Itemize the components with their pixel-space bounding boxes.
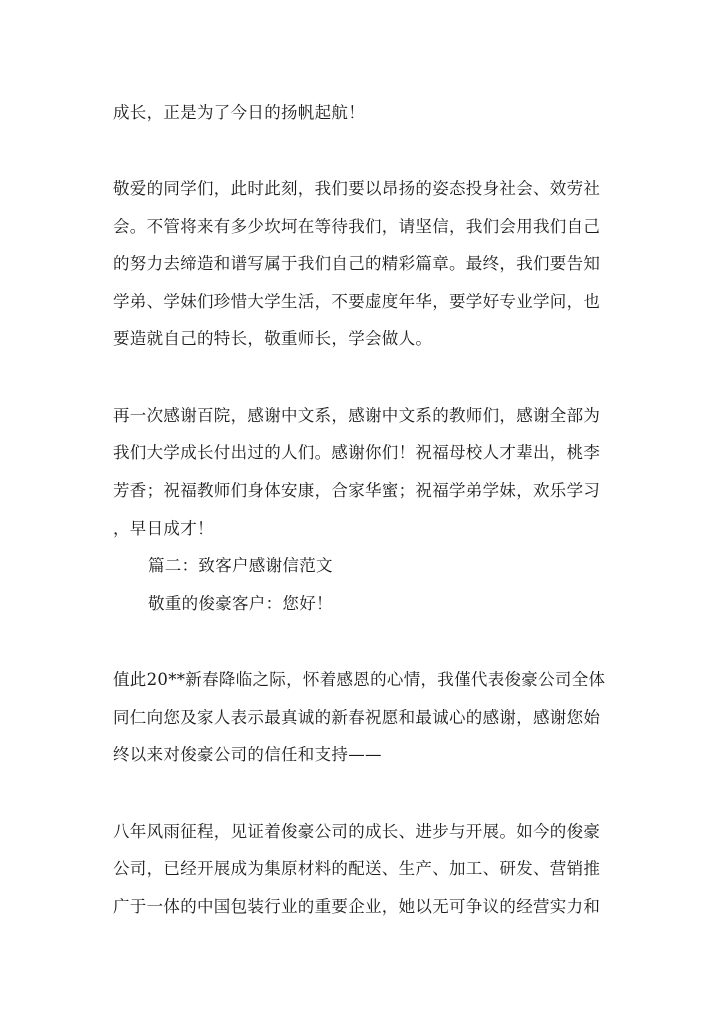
text-line: 的努力去缔造和谱写属于我们自己的精彩篇章。最终，我们要告知 [113,254,601,273]
text-line: 同仁向您及家人表示最真诚的新春祝愿和最诚心的感谢，感谢您始 [113,708,601,727]
text-line: 会。不管将来有多少坎坷在等待我们，请坚信，我们会用我们自己 [113,217,601,236]
text-line: 学弟、学妹们珍惜大学生活，不要虚度年华，要学好专业学问，也 [113,292,601,311]
text-line: ，早日成才！ [113,519,214,538]
text-line: 值此20**新春降临之际，怀着感恩的心情，我僅代表俊豪公司全体 [113,670,606,689]
text-line: 敬爱的同学们，此时此刻，我们要以昂扬的姿态投身社会、效劳社 [113,179,601,198]
text-line: 再一次感谢百院，感谢中文系，感谢中文系的教师们，感谢全部为 [113,406,601,425]
text-line: 八年风雨征程，见证着俊豪公司的成长、进步与开展。如今的俊豪 [113,822,601,841]
text-line: 成长，正是为了今日的扬帆起航！ [113,103,365,122]
text-line: 我们大学成长付出过的人们。感谢你们！祝福母校人才辈出，桃李 [113,443,601,462]
salutation: 敬重的俊豪客户：您好！ [148,594,333,613]
text-line: 要造就自己的特长，敬重师长，学会做人。 [113,329,433,348]
text-line: 终以来对俊豪公司的信任和支持—— [113,745,382,764]
text-line: 芳香；祝福教师们身体安康，合家华蜜；祝福学弟学妹，欢乐学习 [113,481,601,500]
text-line: 广于一体的中国包装行业的重要企业，她以无可争议的经营实力和 [113,897,601,916]
section-heading: 篇二：致客户感谢信范文 [148,556,333,575]
text-line: 公司，已经开展成为集原材料的配送、生产、加工、研发、营销推 [113,859,601,878]
